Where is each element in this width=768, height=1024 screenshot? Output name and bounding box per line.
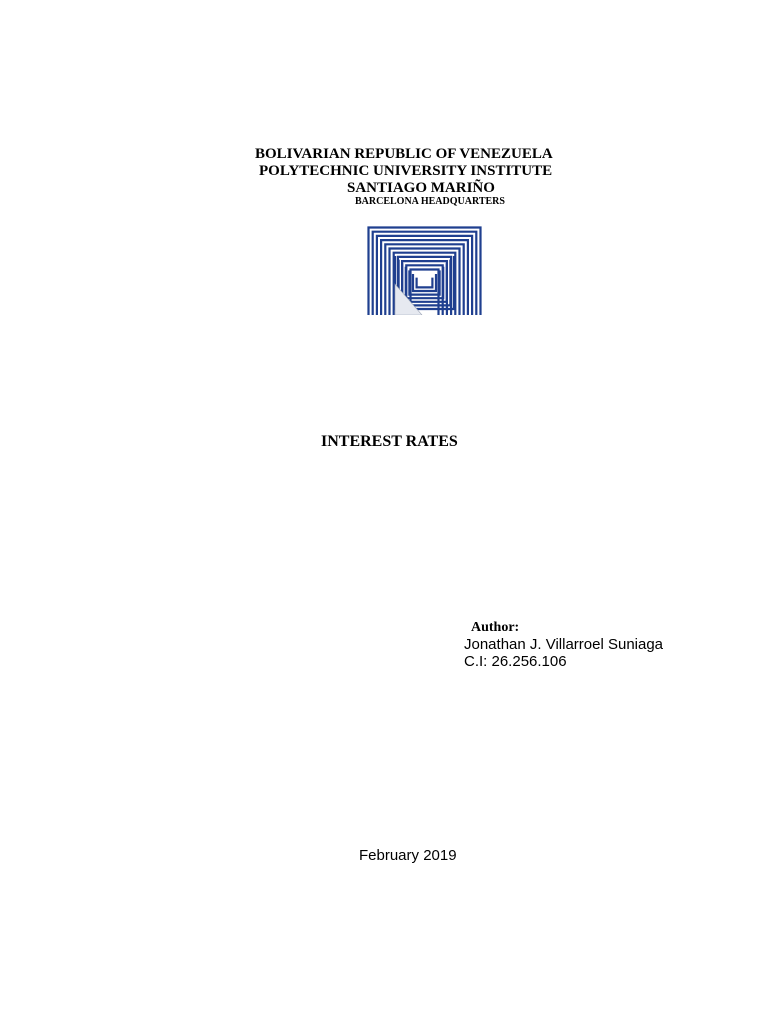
document-date: February 2019 xyxy=(359,847,457,864)
header-campus: BARCELONA HEADQUARTERS xyxy=(355,196,505,207)
institute-logo-icon xyxy=(367,226,482,315)
document-title: INTEREST RATES xyxy=(321,433,458,450)
header-institute-name: SANTIAGO MARIÑO xyxy=(347,180,495,196)
author-name: Jonathan J. Villarroel Suniaga xyxy=(464,636,664,653)
header-country: BOLIVARIAN REPUBLIC OF VENEZUELA xyxy=(255,146,553,162)
header-institute: POLYTECHNIC UNIVERSITY INSTITUTE xyxy=(259,163,553,179)
author-id: C.I: 26.256.106 xyxy=(464,653,567,670)
author-label: Author: xyxy=(471,620,520,635)
